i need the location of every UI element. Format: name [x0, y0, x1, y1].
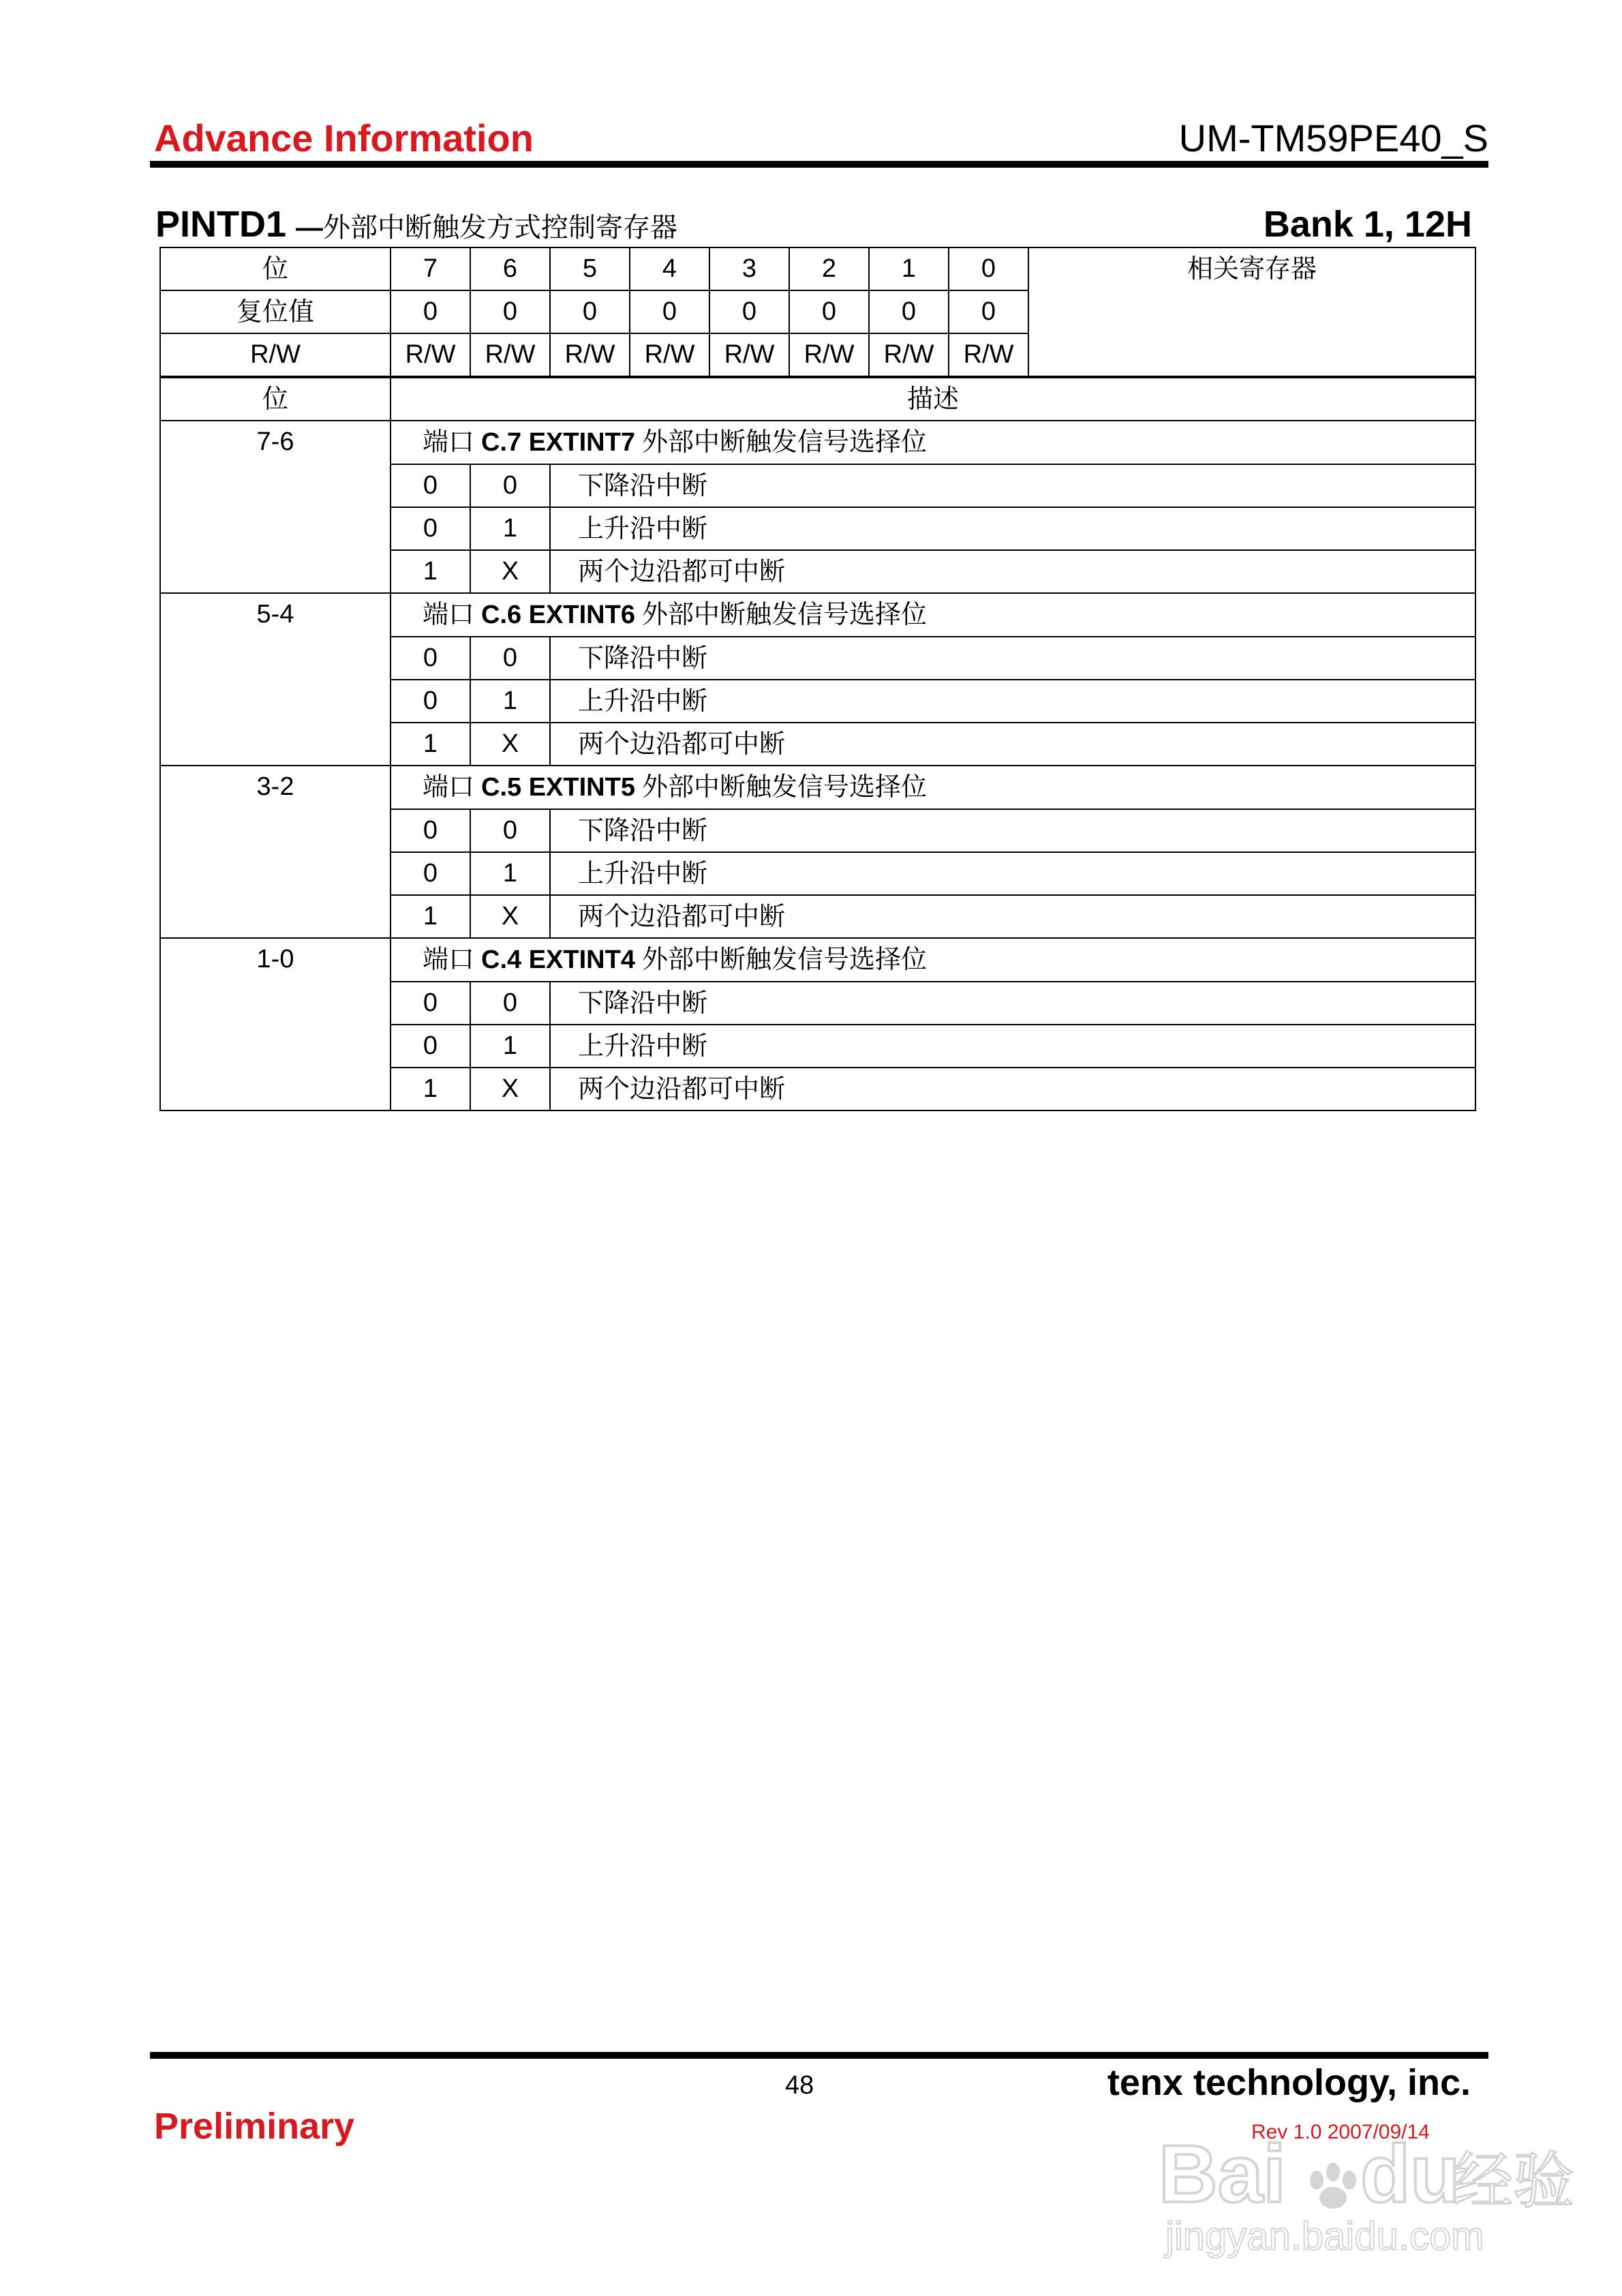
- rw-value: R/W: [869, 333, 949, 377]
- reset-value: 0: [869, 290, 949, 333]
- company-name: tenx technology, inc.: [1107, 2062, 1471, 2103]
- rw-label: R/W: [160, 333, 391, 377]
- option-description: 两个边沿都可中断: [550, 895, 1475, 938]
- bit-number: 5: [550, 247, 630, 290]
- watermark-suffix: 经验: [1452, 2145, 1574, 2217]
- option-description: 上升沿中断: [550, 507, 1475, 550]
- bit-group-title-row: [160, 593, 1475, 637]
- option-bit-high: 1: [391, 895, 470, 938]
- watermark-brand: Bai: [1159, 2128, 1286, 2220]
- option-bit-low: X: [470, 723, 550, 766]
- option-bit-low: 1: [470, 852, 550, 895]
- option-bit-low: X: [470, 550, 550, 593]
- register-bank: Bank 1, 12H: [1263, 204, 1472, 245]
- option-description: 下降沿中断: [550, 982, 1475, 1025]
- bit-label: 位: [160, 247, 391, 290]
- rw-value: R/W: [709, 333, 789, 377]
- title-port-name: C.7 EXTINT7: [481, 428, 635, 457]
- bit-number: 6: [470, 247, 550, 290]
- page-number: 48: [785, 2071, 814, 2100]
- option-bit-low: 1: [470, 1025, 550, 1068]
- reset-value: 0: [709, 290, 789, 333]
- watermark-logo: [1159, 2106, 1574, 2263]
- option-bit-high: 0: [391, 464, 470, 507]
- bit-number: 1: [869, 247, 949, 290]
- reset-value: 0: [949, 290, 1028, 333]
- option-bit-low: 1: [470, 680, 550, 723]
- option-bit-low: 0: [470, 464, 550, 507]
- reset-value: 0: [630, 290, 709, 333]
- option-bit-high: 0: [391, 680, 470, 723]
- rw-value: R/W: [630, 333, 709, 377]
- bit-group-title: [391, 421, 1475, 464]
- title-port-name: C.6 EXTINT6: [481, 601, 635, 629]
- title-prefix: 端口: [423, 599, 475, 629]
- title-port-name: C.4 EXTINT4: [481, 946, 635, 974]
- option-description: 下降沿中断: [550, 809, 1475, 852]
- register-name: PINTD1: [155, 204, 287, 245]
- bit-row: [160, 247, 1475, 290]
- option-bit-low: 1: [470, 507, 550, 550]
- bit-range: 5-4: [160, 593, 391, 766]
- header-rule: [150, 161, 1488, 168]
- rw-value: R/W: [391, 333, 470, 377]
- option-bit-high: 0: [391, 1025, 470, 1068]
- option-bit-high: 1: [391, 550, 470, 593]
- footer-rule: [150, 2052, 1488, 2059]
- register-table: [159, 247, 1476, 1111]
- revision-label: Rev 1.0 2007/09/14: [1251, 2121, 1430, 2143]
- bit-number: 0: [949, 247, 1028, 290]
- option-description: 两个边沿都可中断: [550, 1068, 1475, 1111]
- desc-header: 描述: [391, 377, 1475, 421]
- bit-group-title-row: [160, 938, 1475, 982]
- reset-value: 0: [550, 290, 630, 333]
- rw-value: R/W: [470, 333, 550, 377]
- header-left-title: Advance Information: [154, 117, 534, 160]
- reset-label: 复位值: [160, 290, 391, 333]
- option-description: 上升沿中断: [550, 1025, 1475, 1068]
- option-bit-high: 1: [391, 723, 470, 766]
- title-port-name: C.5 EXTINT5: [481, 773, 635, 802]
- option-description: 两个边沿都可中断: [550, 550, 1475, 593]
- watermark-brand-2: du: [1360, 2128, 1460, 2220]
- watermark-url: jingyan.baidu.com: [1165, 2214, 1484, 2259]
- bit-range: 1-0: [160, 938, 391, 1111]
- title-prefix: 端口: [423, 427, 475, 457]
- title-prefix: 端口: [423, 772, 475, 802]
- option-description: 上升沿中断: [550, 852, 1475, 895]
- reset-value: 0: [789, 290, 869, 333]
- option-bit-low: X: [470, 1068, 550, 1111]
- option-description: 上升沿中断: [550, 680, 1475, 723]
- option-bit-low: 0: [470, 637, 550, 680]
- bit-number: 4: [630, 247, 709, 290]
- option-bit-high: 0: [391, 637, 470, 680]
- option-bit-high: 0: [391, 507, 470, 550]
- bit-number: 7: [391, 247, 470, 290]
- option-description: 两个边沿都可中断: [550, 723, 1475, 766]
- bit-number: 3: [709, 247, 789, 290]
- header-doc-id: UM-TM59PE40_S: [1178, 117, 1488, 160]
- title-prefix: 端口: [423, 944, 475, 974]
- bit-number: 2: [789, 247, 869, 290]
- related-registers-label: 相关寄存器: [1187, 254, 1317, 284]
- bit-group-title-row: [160, 766, 1475, 809]
- title-suffix: 外部中断触发信号选择位: [641, 599, 927, 629]
- bit-group-title-row: [160, 421, 1475, 464]
- option-bit-low: 0: [470, 982, 550, 1025]
- option-description: 下降沿中断: [550, 637, 1475, 680]
- option-bit-high: 0: [391, 809, 470, 852]
- desc-header-bit: 位: [160, 377, 391, 421]
- option-bit-low: X: [470, 895, 550, 938]
- bit-range: 3-2: [160, 766, 391, 938]
- rw-value: R/W: [550, 333, 630, 377]
- reset-value: 0: [391, 290, 470, 333]
- option-description: 下降沿中断: [550, 464, 1475, 507]
- rw-value: R/W: [789, 333, 869, 377]
- rw-value: R/W: [949, 333, 1028, 377]
- register-separator: —: [296, 213, 324, 243]
- reset-value: 0: [470, 290, 550, 333]
- register-description: 外部中断触发方式控制寄存器: [323, 212, 678, 243]
- paw-icon: [1310, 2162, 1356, 2209]
- option-bit-high: 0: [391, 852, 470, 895]
- option-bit-high: 0: [391, 982, 470, 1025]
- bit-group-title: [391, 766, 1475, 809]
- description-header-row: [160, 377, 1475, 421]
- option-bit-low: 0: [470, 809, 550, 852]
- bit-range: 7-6: [160, 421, 391, 593]
- title-suffix: 外部中断触发信号选择位: [641, 772, 927, 802]
- preliminary-label: Preliminary: [154, 2106, 355, 2147]
- title-suffix: 外部中断触发信号选择位: [641, 427, 927, 457]
- bit-group-title: [391, 593, 1475, 637]
- option-bit-high: 1: [391, 1068, 470, 1111]
- bit-group-title: [391, 938, 1475, 982]
- related-registers-cell: [1028, 247, 1475, 377]
- title-suffix: 外部中断触发信号选择位: [641, 944, 927, 974]
